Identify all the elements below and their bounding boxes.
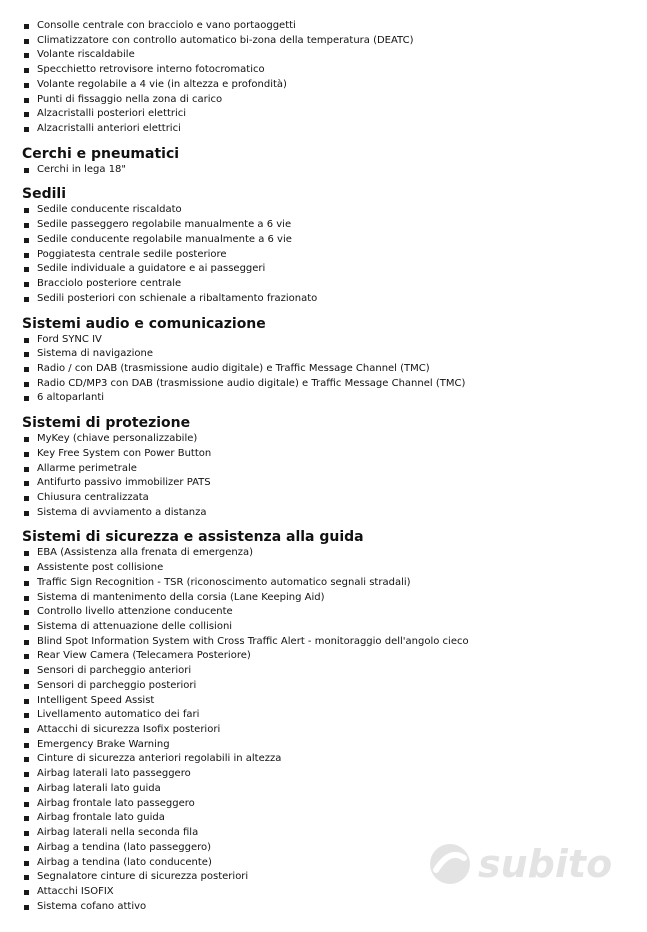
list-item: Attacchi ISOFIX — [0, 885, 647, 900]
list-item: Airbag frontale lato guida — [0, 811, 647, 826]
list-item: Bracciolo posteriore centrale — [0, 277, 647, 292]
list-item: Chiusura centralizzata — [0, 491, 647, 506]
equipment-list — [0, 19, 647, 914]
section-heading: Cerchi e pneumatici — [22, 145, 180, 162]
list-item: Airbag a tendina (lato conducente) — [0, 856, 647, 871]
list-item: Sistema di attenuazione delle collisioni — [0, 620, 647, 635]
feature-list — [0, 333, 647, 407]
list-item: Key Free System con Power Button — [0, 447, 647, 462]
list-item: Volante regolabile a 4 vie (in altezza e profondità) — [0, 78, 647, 93]
feature-list — [0, 203, 647, 306]
list-item: Radio / con DAB (trasmissione audio digitale) e Traffic Message Channel (TMC) — [0, 362, 647, 377]
list-item: Sedile individuale a guidatore e ai passeggeri — [0, 262, 647, 277]
list-item: Rear View Camera (Telecamera Posteriore) — [0, 649, 647, 664]
section-heading: Sistemi di sicurezza e assistenza alla guida — [22, 529, 364, 546]
list-item: Specchietto retrovisore interno fotocromatico — [0, 63, 647, 78]
list-item: Sedili posteriori con schienale a ribaltamento frazionato — [0, 292, 647, 307]
list-item: Blind Spot Information System with Cross Traffic Alert - monitoraggio dell'angolo cieco — [0, 635, 647, 650]
list-item: Airbag a tendina (lato passeggero) — [0, 841, 647, 856]
list-item: Sedile passeggero regolabile manualmente a 6 vie — [0, 218, 647, 233]
list-item: Sedile conducente riscaldato — [0, 203, 647, 218]
list-item: Intelligent Speed Assist — [0, 694, 647, 709]
feature-list — [0, 19, 647, 137]
section — [0, 19, 647, 137]
list-item: Airbag laterali nella seconda fila — [0, 826, 647, 841]
section-heading: Sistemi di protezione — [22, 415, 191, 432]
list-item: Controllo livello attenzione conducente — [0, 605, 647, 620]
list-item: 6 altoparlanti — [0, 391, 647, 406]
subito-watermark — [428, 840, 618, 888]
list-item: Airbag frontale lato passeggero — [0, 797, 647, 812]
list-item: Airbag laterali lato guida — [0, 782, 647, 797]
list-item: Alzacristalli posteriori elettrici — [0, 107, 647, 122]
list-item: Sensori di parcheggio anteriori — [0, 664, 647, 679]
list-item: Emergency Brake Warning — [0, 738, 647, 753]
list-item: Assistente post collisione — [0, 561, 647, 576]
list-item: Sedile conducente regolabile manualmente a 6 vie — [0, 233, 647, 248]
feature-list — [0, 163, 647, 178]
list-item: Ford SYNC IV — [0, 333, 647, 348]
feature-list — [0, 432, 647, 520]
list-item: Sistema di navigazione — [0, 347, 647, 362]
section — [0, 145, 647, 178]
list-item: Livellamento automatico dei fari — [0, 708, 647, 723]
list-item: Traffic Sign Recognition - TSR (riconoscimento automatico segnali stradali) — [0, 576, 647, 591]
list-item: Punti di fissaggio nella zona di carico — [0, 93, 647, 108]
section — [0, 414, 647, 520]
list-item: Sistema cofano attivo — [0, 900, 647, 915]
list-item: Climatizzatore con controllo automatico bi-zona della temperatura (DEATC) — [0, 34, 647, 49]
section — [0, 185, 647, 306]
section — [0, 315, 647, 407]
list-item: Attacchi di sicurezza Isofix posteriori — [0, 723, 647, 738]
subito-logo-icon — [428, 840, 618, 888]
list-item: Allarme perimetrale — [0, 462, 647, 477]
list-item: Cinture di sicurezza anteriori regolabili in altezza — [0, 752, 647, 767]
list-item: Cerchi in lega 18" — [0, 163, 647, 178]
list-item: Sistema di mantenimento della corsia (Lane Keeping Aid) — [0, 591, 647, 606]
list-item: Airbag laterali lato passeggero — [0, 767, 647, 782]
list-item: Radio CD/MP3 con DAB (trasmissione audio digitale) e Traffic Message Channel (TMC) — [0, 377, 647, 392]
section-heading: Sedili — [22, 186, 66, 203]
list-item: Sistema di avviamento a distanza — [0, 506, 647, 521]
list-item: MyKey (chiave personalizzabile) — [0, 432, 647, 447]
list-item: Antifurto passivo immobilizer PATS — [0, 476, 647, 491]
list-item: EBA (Assistenza alla frenata di emergenza) — [0, 546, 647, 561]
list-item: Sensori di parcheggio posteriori — [0, 679, 647, 694]
watermark-text: subito — [478, 842, 613, 886]
list-item: Segnalatore cinture di sicurezza posteriori — [0, 870, 647, 885]
list-item: Poggiatesta centrale sedile posteriore — [0, 248, 647, 263]
list-item: Volante riscaldabile — [0, 48, 647, 63]
section-heading: Sistemi audio e comunicazione — [22, 315, 266, 332]
list-item: Consolle centrale con bracciolo e vano portaoggetti — [0, 19, 647, 34]
list-item: Alzacristalli anteriori elettrici — [0, 122, 647, 137]
